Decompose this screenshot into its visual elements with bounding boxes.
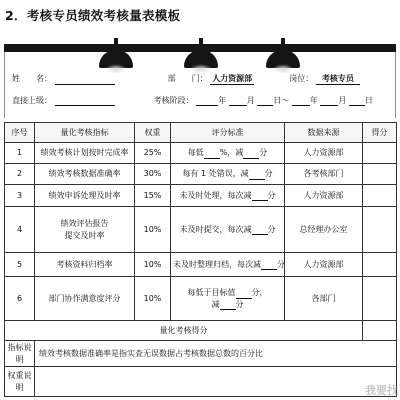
supervisor-label: 直接上级：	[12, 96, 52, 105]
period-month-start[interactable]	[229, 96, 247, 106]
row-weight: 15%	[135, 185, 171, 207]
row-score-cell[interactable]	[363, 277, 397, 321]
row-criteria: 每低于目标值 分， 减 分	[171, 277, 285, 321]
row-weight: 10%	[135, 277, 171, 321]
table-header-row	[5, 123, 397, 143]
period-year-unit: 年	[218, 96, 227, 105]
period-year-start[interactable]	[196, 96, 218, 106]
period-day-to: 日～	[273, 96, 290, 105]
dept-value[interactable]: 人力资源部	[212, 74, 253, 83]
row-score-cell[interactable]	[363, 185, 397, 207]
row-score-cell[interactable]	[363, 143, 397, 164]
total-label: 量化考核得分	[5, 321, 363, 341]
period-month-unit-2: 月	[338, 96, 347, 105]
period-year-end[interactable]	[292, 96, 310, 106]
row-no: 5	[5, 253, 35, 277]
page-title: 2．考核专员绩效考核量表模板	[5, 8, 181, 23]
info-row-1	[12, 73, 360, 85]
header-source: 数据来源	[285, 123, 363, 143]
period-day-end[interactable]	[349, 96, 365, 106]
table-row	[5, 253, 397, 277]
board-frame	[4, 52, 396, 118]
row-no: 3	[5, 185, 35, 207]
weight-note-row	[5, 367, 397, 397]
row-score-cell[interactable]	[363, 253, 397, 277]
row-criteria: 未及时整理归档，每次减 分	[171, 253, 285, 277]
row-no: 2	[5, 164, 35, 185]
position-label: 岗位：	[289, 74, 314, 83]
row-weight: 30%	[135, 164, 171, 185]
row-weight: 10%	[135, 207, 171, 253]
row-source: 人力资源部	[285, 253, 363, 277]
weight-note-label: 权重说明	[5, 367, 35, 397]
note-label: 指标说明	[5, 341, 35, 367]
table-row	[5, 277, 397, 321]
header-criteria: 评分标准	[171, 123, 285, 143]
row-source: 各部门	[285, 277, 363, 321]
row-no: 1	[5, 143, 35, 164]
row-criteria: 每有 1 处错误，减 分	[171, 164, 285, 185]
supervisor-field[interactable]	[55, 96, 115, 106]
row-indicator: 绩效评估报告 提交及时率	[35, 207, 135, 253]
period-month-unit: 月	[246, 96, 255, 105]
row-score-cell[interactable]	[363, 207, 397, 253]
header-weight: 权重	[135, 123, 171, 143]
row-indicator: 绩效考核计划按时完成率	[35, 143, 135, 164]
note-row	[5, 341, 397, 367]
header-score: 得分	[363, 123, 397, 143]
row-source: 各考核部门	[285, 164, 363, 185]
weight-note-text[interactable]	[35, 367, 397, 397]
dept-label: 部 门：	[167, 74, 208, 83]
table-row	[5, 185, 397, 207]
period-day-unit: 日	[364, 96, 373, 105]
row-weight: 25%	[135, 143, 171, 164]
row-source: 总经理办公室	[285, 207, 363, 253]
watermark-text: 我要找	[365, 384, 398, 397]
row-indicator: 部门协作满意度评分	[35, 277, 135, 321]
period-month-end[interactable]	[320, 96, 338, 106]
row-score-cell[interactable]	[363, 164, 397, 185]
row-indicator: 绩效申诉处理及时率	[35, 185, 135, 207]
row-criteria: 未及时提交，每次减 分	[171, 207, 285, 253]
table-row	[5, 207, 397, 253]
position-value[interactable]: 考核专员	[316, 73, 360, 85]
info-row-2	[12, 95, 373, 106]
row-source: 人力资源部	[285, 143, 363, 164]
header-no: 序号	[5, 123, 35, 143]
table-row	[5, 164, 397, 185]
row-indicator: 绩效考核数据准确率	[35, 164, 135, 185]
header-indicator: 量化考核指标	[35, 123, 135, 143]
table-row	[5, 143, 397, 164]
kpi-table	[4, 122, 397, 397]
row-weight: 10%	[135, 253, 171, 277]
row-no: 4	[5, 207, 35, 253]
name-label: 姓 名：	[12, 74, 52, 83]
row-no: 6	[5, 277, 35, 321]
row-indicator: 考核资料归档率	[35, 253, 135, 277]
period-label: 考核阶段：	[153, 96, 194, 105]
row-criteria: 未及时处理，每次减 分	[171, 185, 285, 207]
row-criteria: 每低 %，减 分	[171, 143, 285, 164]
note-text: 绩效考核数据准确率是指实查无误数据占考核数据总数的百分比	[35, 341, 397, 367]
period-day-start[interactable]	[257, 96, 273, 106]
total-score-cell[interactable]	[363, 321, 397, 341]
total-row	[5, 321, 397, 341]
period-year-unit-2: 年	[309, 96, 318, 105]
name-field[interactable]	[55, 75, 115, 85]
row-source: 人力资源部	[285, 185, 363, 207]
